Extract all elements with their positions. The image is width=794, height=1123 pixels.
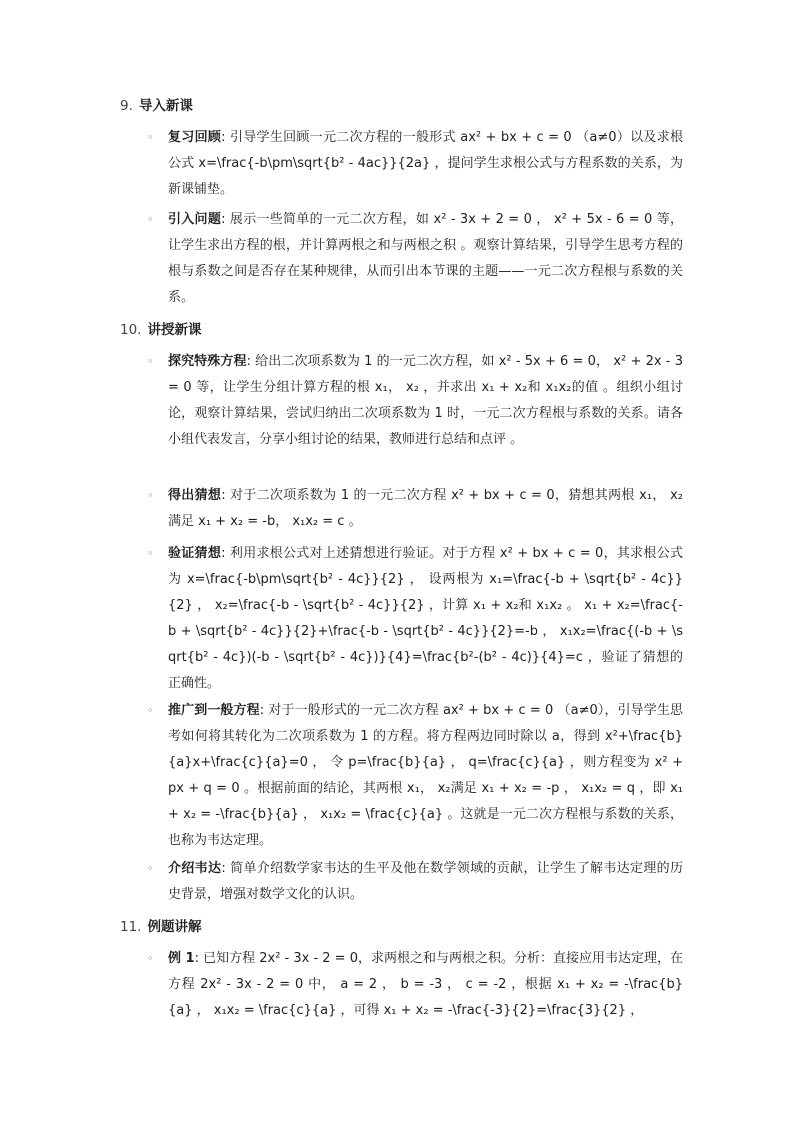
list-item-text [168, 207, 683, 311]
item-label: 探究特殊方程 [168, 354, 247, 369]
item-body: : 利用求根公式对上述猜想进行验证。对于方程 x² + bx + c = 0，其求根公式为 x=\frac{-b\pm\sqrt{b² - 4c}}{2} ， 设两根为 x₁=\frac{-b + \sqrt{b² - 4c}}{2} ， x₂=\frac{-b - \sqrt{b² - 4c}}{2} ，计算 x₁ + x₂和 x₁x₂ 。 x₁ + x₂=\frac{-b + \sqrt{b² - 4c}}{2}+\frac{-b - \sqrt{b² - 4c}}{2}=-b ， x₁x₂=\frac{(-b + \sqrt{b² - 4c})(-b - \sqrt{b² - 4c})}{4}=\frac{b²-(b² - 4c)}{4}=c ，验证了猜想的正确性。 [168, 546, 683, 691]
item-body: : 展示一些简单的一元二次方程，如 x² - 3x + 2 = 0 ， x² + 5x - 6 = 0 等，让学生求出方程的根，并计算两根之和与两根之积 。观察计算结果，引导学生思考方程的根与系数之间是否存在某种规律，从而引出本节课的主题——一元二次方程根与系数的关系。 [168, 212, 683, 305]
bullet-icon: ◦ [147, 952, 154, 965]
list-item-text [168, 698, 683, 854]
section-title: 导入新课 [138, 98, 193, 114]
section-heading [120, 96, 193, 116]
list-item-text [168, 483, 683, 535]
list-item-text [168, 125, 683, 203]
bullet-icon: ◦ [147, 547, 154, 560]
item-label: 复习回顾 [168, 130, 222, 145]
item-label: 验证猜想 [168, 546, 222, 561]
bullet-icon: ◦ [147, 704, 154, 717]
list-item-text [168, 946, 683, 1024]
section-title: 讲授新课 [147, 322, 202, 338]
bullet-icon: ◦ [147, 355, 154, 368]
item-body: : 对于一般形式的一元二次方程 ax² + bx + c = 0 （a≠0），引导学生思考如何将其转化为二次项系数为 1 的方程。将方程两边同时除以 a，得到 x²+\frac{b}{a}x+\frac{c}{a}=0 ， 令 p=\frac{b}{a} ， q=\frac{c}{a} ，则方程变为 x² + px + q = 0 。根据前面的结论，其两根 x₁， x₂满足 x₁ + x₂ = -p ， x₁x₂ = q ，即 x₁ + x₂ = -\frac{b}{a} ， x₁x₂ = \frac{c}{a} 。这就是一元二次方程根与系数的关系，也称为韦达定理。 [168, 703, 683, 848]
item-label: 推广到一般方程 [168, 703, 260, 718]
list-item-text [168, 856, 683, 908]
section-number: 11. [120, 919, 142, 935]
item-label: 介绍韦达 [168, 861, 222, 876]
list-item-text [168, 541, 683, 697]
section-number: 9. [120, 98, 133, 114]
item-body: : 已知方程 2x² - 3x - 2 = 0，求两根之和与两根之积。分析：直接应用韦达定理，在方程 2x² - 3x - 2 = 0 中， a = 2 ， b = -3 ， c = -2 ，根据 x₁ + x₂ = -\frac{b}{a} ， x₁x₂ = \frac{c}{a} ，可得 x₁ + x₂ = -\frac{-3}{2}=\frac{3}{2} ， [168, 951, 683, 1018]
bullet-icon: ◦ [147, 213, 154, 226]
item-body: : 对于二次项系数为 1 的一元二次方程 x² + bx + c = 0，猜想其两根 x₁， x₂满足 x₁ + x₂ = -b， x₁x₂ = c 。 [168, 488, 683, 529]
bullet-icon: ◦ [147, 489, 154, 502]
section-heading [120, 917, 201, 937]
item-label: 得出猜想 [168, 488, 222, 503]
item-body: : 简单介绍数学家韦达的生平及他在数学领域的贡献，让学生了解韦达定理的历史背景，增强对数学文化的认识。 [168, 861, 683, 902]
bullet-icon: ◦ [147, 862, 154, 875]
section-title: 例题讲解 [147, 919, 202, 935]
item-body: : 引导学生回顾一元二次方程的一般形式 ax² + bx + c = 0 （a≠0）以及求根公式 x=\frac{-b\pm\sqrt{b² - 4ac}}{2a} ，提问学生求根公式与方程系数的关系，为新课铺垫。 [168, 130, 683, 197]
item-body: : 给出二次项系数为 1 的一元二次方程，如 x² - 5x + 6 = 0， x² + 2x - 3 = 0 等，让学生分组计算方程的根 x₁， x₂ ，并求出 x₁ + x₂和 x₁x₂的值 。组织小组讨论，观察计算结果，尝试归纳出二次项系数为 1 时，一元二次方程根与系数的关系。请各小组代表发言，分享小组讨论的结果，教师进行总结和点评 。 [168, 354, 683, 447]
item-label: 例 1 [168, 951, 195, 966]
section-heading [120, 320, 201, 340]
item-label: 引入问题 [168, 212, 222, 227]
bullet-icon: ◦ [147, 131, 154, 144]
section-number: 10. [120, 322, 142, 338]
list-item-text [168, 349, 683, 453]
